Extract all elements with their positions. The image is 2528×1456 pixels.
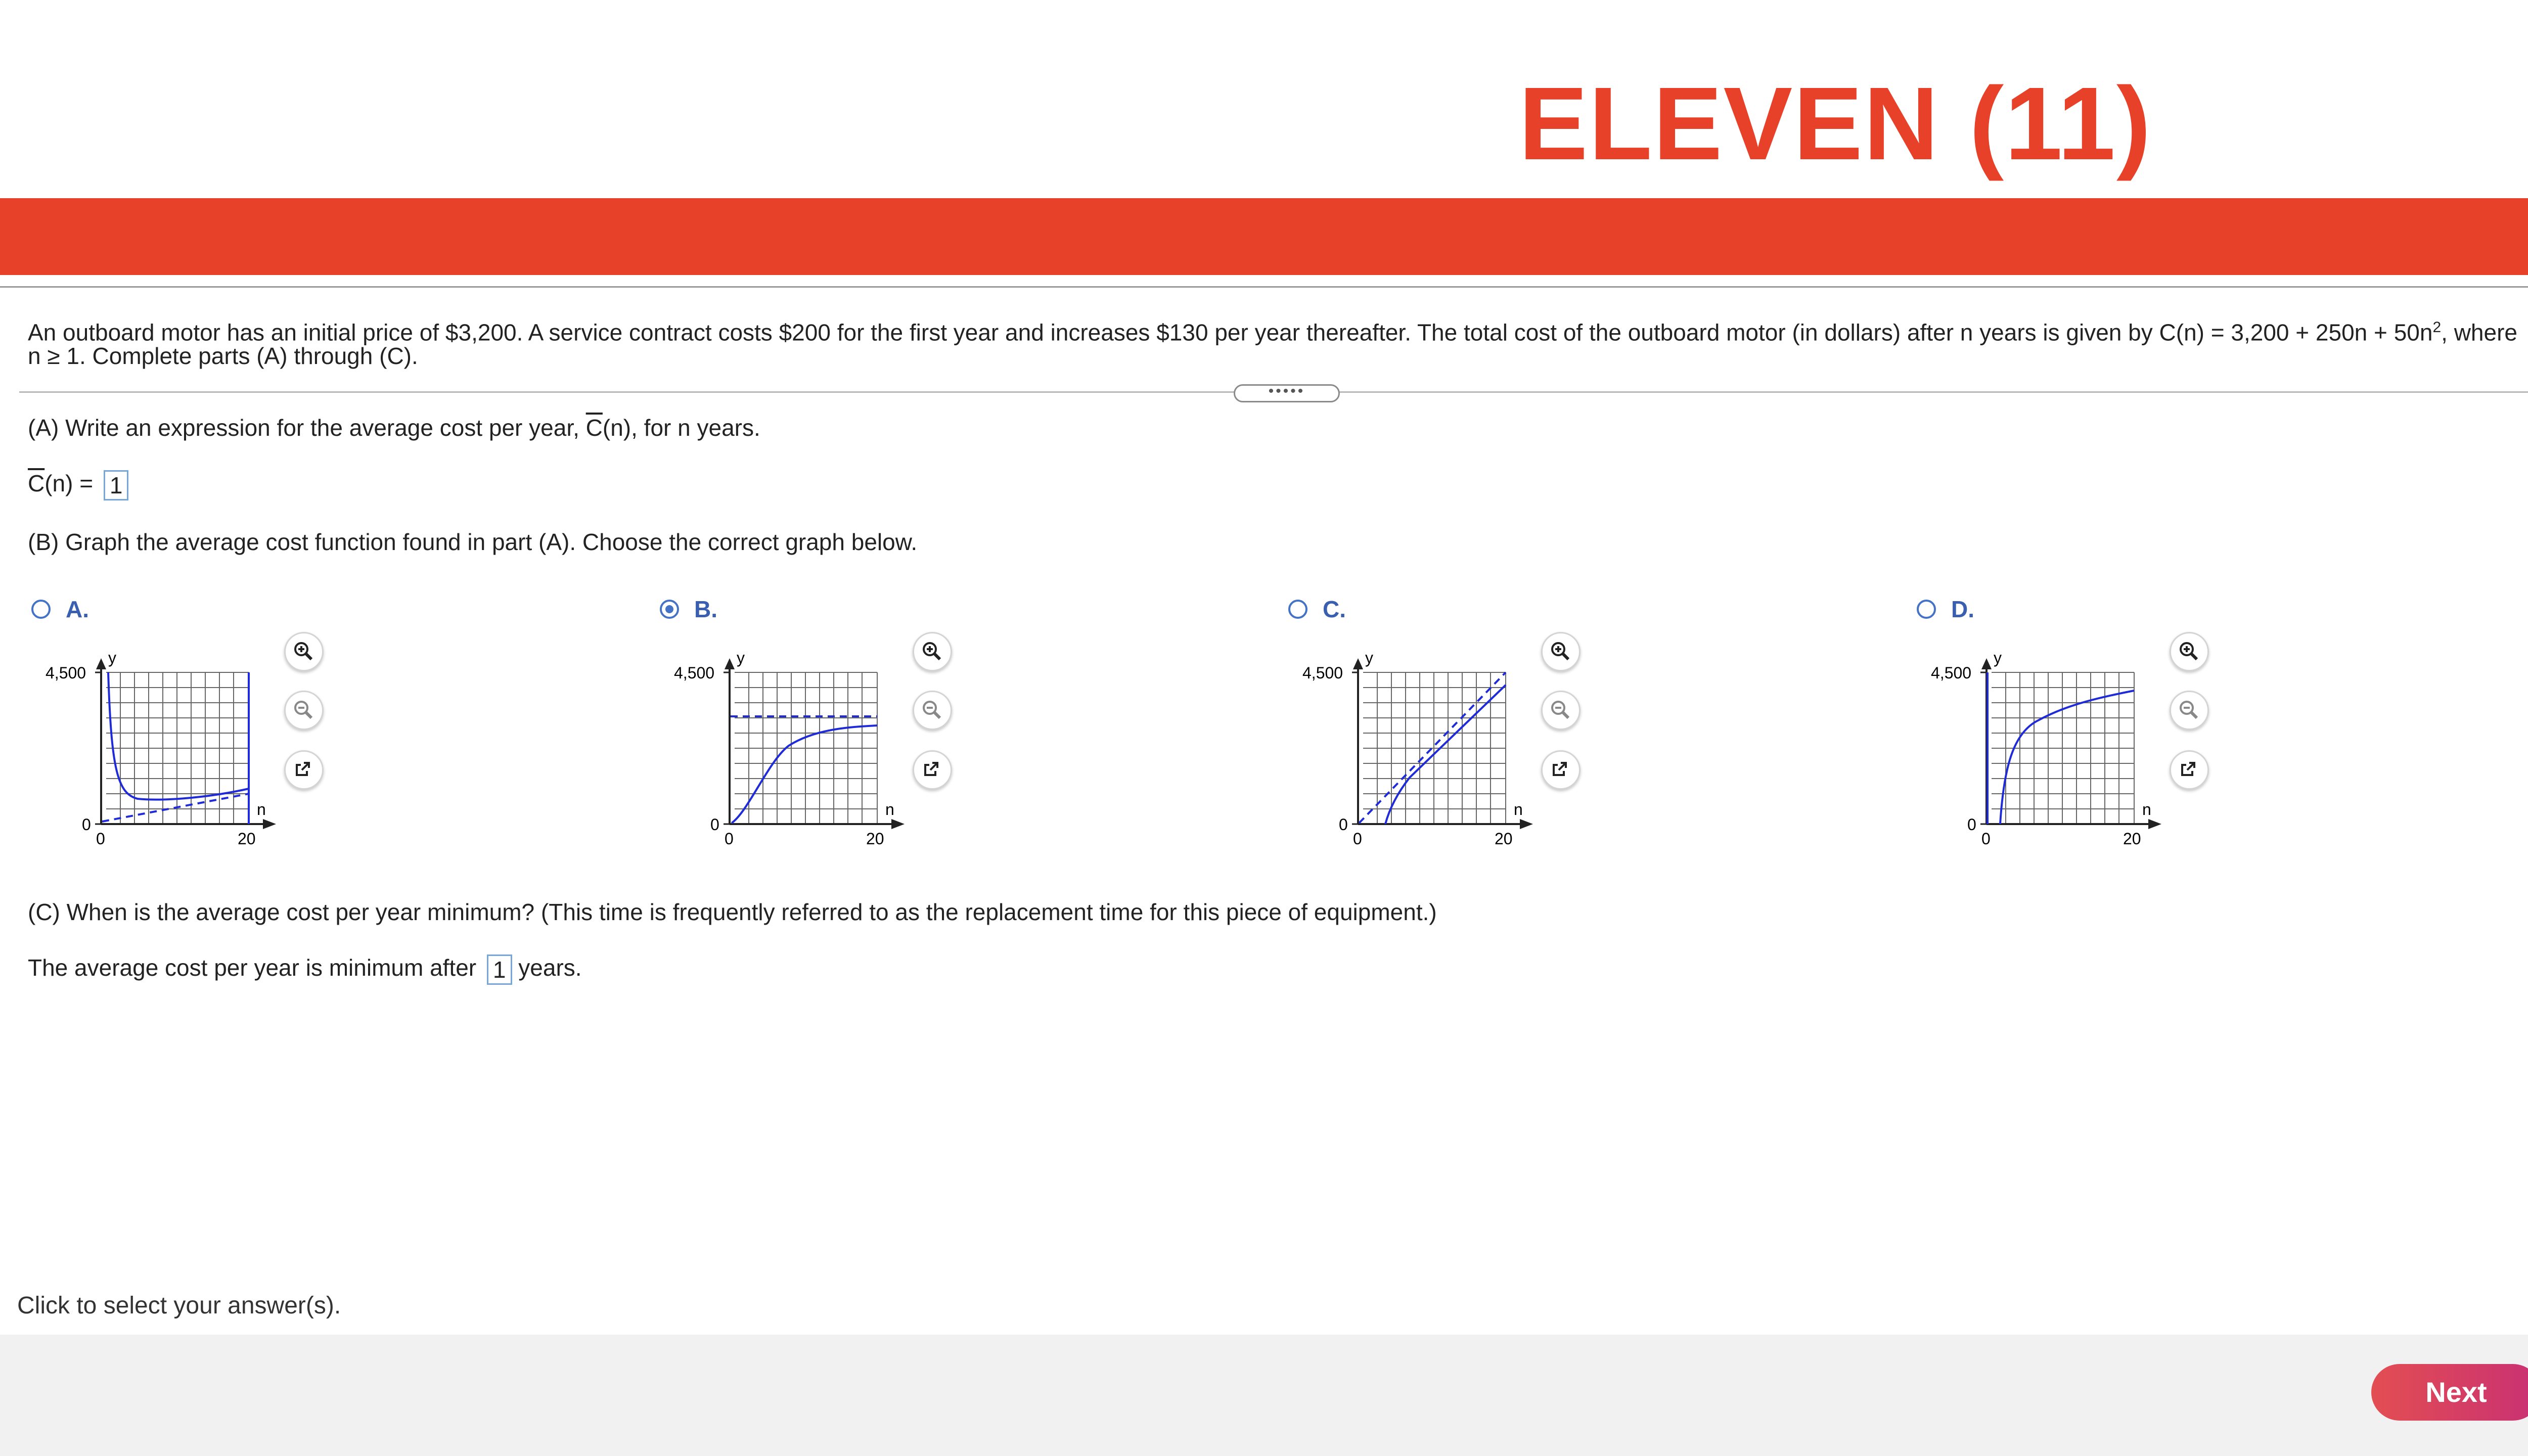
header-banner [0,198,2528,275]
y-min-tick-label: 0 [82,815,91,834]
footer-bar [0,1335,2528,1456]
problem-intro-text: An outboard motor has an initial price of $3,200. A service contract costs $200 for the first year and increases $130 per year thereafter. The total cost of the outboard motor (in dollars) after n years is given by C(n) = 3,200 + 250n + 50n [28,319,2433,346]
y-max-tick-label: 4,500 [1931,664,1972,682]
choice-a-open-window[interactable] [284,750,324,790]
choice-d-graph [1917,637,2180,849]
y-axis-label: y [1994,649,2002,667]
x-min-tick-label: 0 [725,830,734,848]
zoom-out-icon [1550,699,1570,719]
part-c-answer-end: years. [512,954,582,981]
part-a-answer-box[interactable]: 1 [104,470,129,500]
c-bar: $\overline{C}$ [585,415,603,441]
part-b-question: (B) Graph the average cost function found in part (A). Choose the correct graph below. [28,529,918,555]
choice-c-radio[interactable] [1288,600,1307,619]
choice-a-zoom-in[interactable] [284,632,324,671]
choice-a-zoom-out[interactable] [284,691,324,730]
next-button[interactable]: Next [2371,1364,2528,1421]
y-min-tick-label: 0 [1967,815,1976,834]
choice-c[interactable] [1288,592,1915,875]
y-max-tick-label: 4,500 [674,664,715,682]
x-axis-arrow [2148,819,2161,829]
y-axis-arrow [96,658,106,669]
problem-intro-end: , where [2441,319,2517,346]
choice-b-zoom-out[interactable] [913,691,952,730]
choice-c-zoom-in[interactable] [1541,632,1581,671]
choice-a-radio[interactable] [31,600,51,619]
exponent: 2 [2432,319,2442,336]
choice-d[interactable] [1917,592,2528,875]
asymptote-line [102,794,249,822]
y-axis-arrow [725,658,735,669]
x-max-tick-label: 20 [2123,830,2141,848]
open-new-window-icon [921,759,941,779]
choice-d-zoom-out[interactable] [2170,691,2209,730]
x-min-tick-label: 0 [96,830,105,848]
open-new-window-icon [1550,759,1570,779]
choice-d-open-window[interactable] [2170,750,2209,790]
part-a-text-end: (n), for n years. [602,415,760,441]
x-axis-label: n [885,800,894,818]
part-a-text: (A) Write an expression for the average cost per year, [28,415,586,441]
choice-c-open-window[interactable] [1541,750,1581,790]
zoom-out-icon [293,699,313,719]
grid [735,672,877,824]
x-min-tick-label: 0 [1981,830,1991,848]
problem-intro-line2: n ≥ 1. Complete parts (A) through (C). [28,343,418,369]
y-min-tick-label: 0 [1339,815,1348,834]
average-cost-curve [1385,685,1506,824]
choice-b-open-window[interactable] [913,750,952,790]
x-max-tick-label: 20 [866,830,884,848]
c-bar-label: $\overline{C}$ [28,470,45,496]
choice-d-radio[interactable] [1917,600,1936,619]
choice-b-zoom-in[interactable] [913,632,952,671]
choice-a-label[interactable]: A. [66,596,89,622]
grid [1363,672,1506,824]
part-c-question: (C) When is the average cost per year minimum? (This time is frequently referred to as the replacement time for this piece of equipment.) [28,899,1437,925]
choice-d-label[interactable]: D. [1951,596,1974,622]
zoom-in-icon [2178,641,2198,661]
choice-b-label[interactable]: B. [694,596,717,622]
x-min-tick-label: 0 [1353,830,1362,848]
choice-c-graph [1288,637,1551,849]
choice-d-zoom-in[interactable] [2170,632,2209,671]
open-new-window-icon [2178,759,2198,779]
choice-a[interactable] [31,592,658,875]
average-cost-curve [108,672,249,800]
y-min-tick-label: 0 [710,815,719,834]
grid [106,672,249,824]
zoom-in-icon [293,641,313,661]
part-a-answer-row [28,469,128,500]
zoom-out-icon [2178,699,2198,719]
y-max-tick-label: 4,500 [46,664,86,682]
x-axis-arrow [263,819,276,829]
part-c-answer-text: The average cost per year is minimum after [28,954,483,981]
y-axis-arrow [1981,658,1992,669]
open-new-window-icon [293,759,313,779]
zoom-in-icon [1550,641,1570,661]
status-text: Click to select your answer(s). [17,1292,341,1319]
choice-c-label[interactable]: C. [1323,596,1346,622]
y-axis-label: y [737,649,745,667]
part-c-answer-box[interactable]: 1 [487,954,512,985]
part-c-answer-row [28,953,582,985]
part-a-question [28,414,760,442]
y-axis-label: y [1365,649,1373,667]
y-max-tick-label: 4,500 [1302,664,1343,682]
y-axis-label: y [108,649,116,667]
x-max-tick-label: 20 [1495,830,1513,848]
x-axis-arrow [1520,819,1533,829]
x-max-tick-label: 20 [238,830,256,848]
x-axis-arrow [891,819,905,829]
choice-b-radio[interactable] [660,600,679,619]
answer-label: (n) = [44,470,100,496]
choice-a-graph [31,637,294,849]
choice-b[interactable] [660,592,1287,875]
header-title: ELEVEN (11) [1518,66,2152,181]
zoom-out-icon [921,699,941,719]
zoom-in-icon [921,641,941,661]
choice-c-zoom-out[interactable] [1541,691,1581,730]
header-divider [0,286,2528,288]
expand-toggle[interactable]: ••••• [1234,384,1340,402]
x-axis-label: n [1514,800,1523,818]
x-axis-label: n [257,800,266,818]
x-axis-label: n [2142,800,2151,818]
choice-b-graph [660,637,923,849]
y-axis-arrow [1353,658,1363,669]
